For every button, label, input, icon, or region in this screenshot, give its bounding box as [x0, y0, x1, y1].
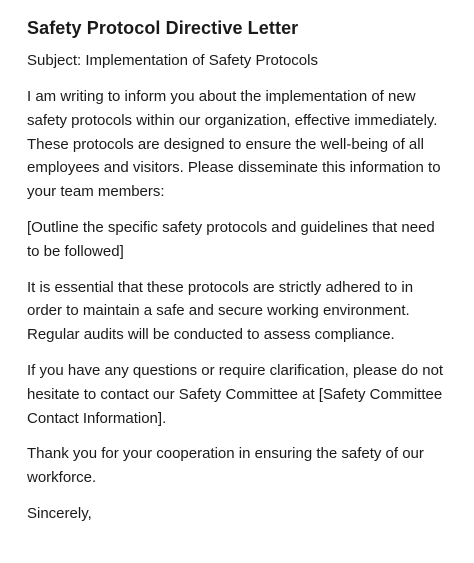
document-title: Safety Protocol Directive Letter	[27, 18, 299, 38]
paragraph-compliance: It is essential that these protocols are strictly adhered to in order to maintain a safe and secure working environment. Regular audits will be conducted to assess compliance.	[27, 278, 414, 344]
paragraph-introduction: I am writing to inform you about the implementation of new safety protocols within our organization, effective immediately. These protocols are designed to ensure the well-being of all employees and visitors. Please disseminate this information to your team members:	[27, 88, 441, 201]
paragraph-contact: If you have any questions or require clarification, please do not hesitate to contact our Safety Committee at [Safety Committee Contact Information].	[27, 361, 444, 427]
subject-line: Subject: Implementation of Safety Protocols	[27, 52, 318, 69]
paragraph-protocol-placeholder: [Outline the specific safety protocols and guidelines that need to be followed]	[27, 218, 435, 260]
closing-salutation: Sincerely,	[27, 504, 92, 522]
letter-document	[27, 16, 447, 526]
paragraph-thanks: Thank you for your cooperation in ensuring the safety of our workforce.	[27, 445, 424, 487]
